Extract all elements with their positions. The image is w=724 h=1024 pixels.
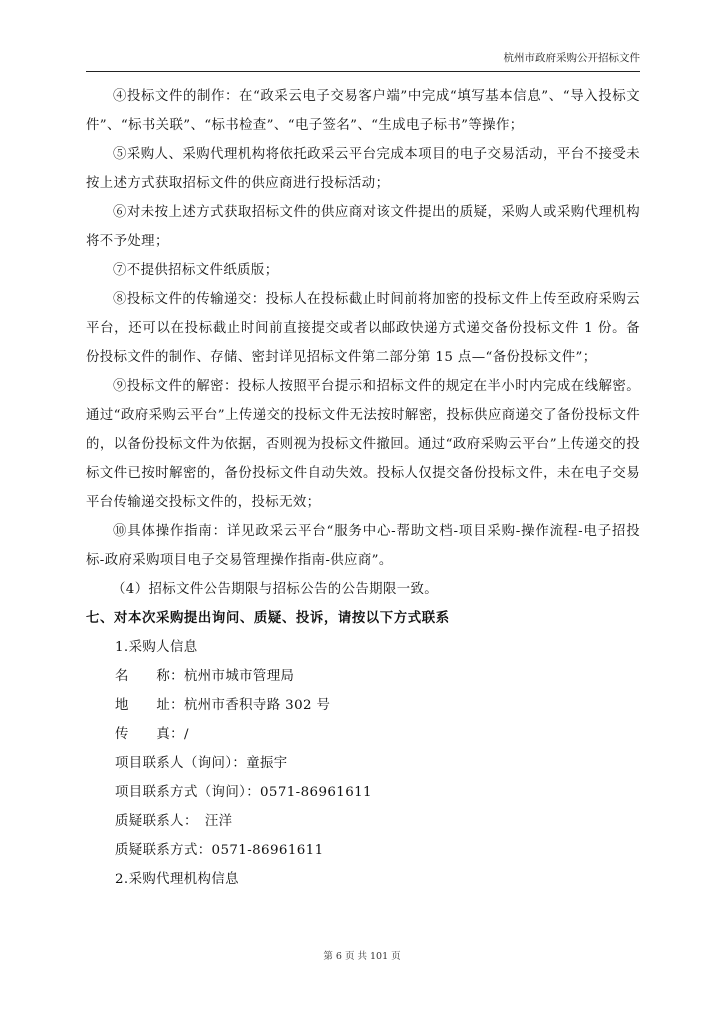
purchaser-name: 名 称：杭州市城市管理局 <box>115 669 295 684</box>
purchaser-fax: 传 真：/ <box>115 727 189 742</box>
paragraph-no-paper-version: ⑦不提供招标文件纸质版； <box>113 263 279 278</box>
complaint-contact: 质疑联系人： 汪洋 <box>115 814 233 829</box>
section-7-heading: 七、对本次采购提出询问、质疑、投诉，请按以下方式联系 <box>86 611 450 626</box>
agency-info-title: 2.采购代理机构信息 <box>115 872 239 887</box>
project-contact: 项目联系人（询问）：童振宇 <box>115 756 288 771</box>
paragraph-announcement-period: （4）招标文件公告期限与招标公告的公告期限一致。 <box>112 582 439 597</box>
paragraph-query-not-processed: ⑥对未按上述方式获取招标文件的供应商对该文件提出的质疑，采购人或采购代理机构将不予处理； <box>86 205 640 249</box>
paragraph-operation-guide: ⑩具体操作指南：详见政采云平台“服务中心-帮助文档-项目采购-操作流程-电子招投标-政府采购项目电子交易管理操作指南-供应商”。 <box>86 524 640 568</box>
page-number: 第 6 页 共 101 页 <box>323 951 401 962</box>
paragraph-platform-transaction: ⑤采购人、采购代理机构将依托政采云平台完成本项目的电子交易活动，平台不接受未按上述方式获取招标文件的供应商进行投标活动； <box>86 147 640 191</box>
paragraph-bid-decryption: ⑨投标文件的解密：投标人按照平台提示和招标文件的规定在半小时内完成在线解密。通过“政府采购云平台”上传递交的投标文件无法按时解密，投标供应商递交了备份投标文件的，以备份投标文件为依据，否则视为投标文件撤回。通过“政府采购云平台”上传递交的投标文件已按时解密的，备份投标文件自动失效。投标人仅提交备份投标文件，未在电子交易平台传输递交投标文件的，投标无效； <box>86 379 640 510</box>
project-contact-phone: 项目联系方式（询问）：0571-86961611 <box>115 785 372 800</box>
document-body <box>86 82 640 894</box>
paragraph-bid-transmission: ⑧投标文件的传输递交：投标人在投标截止时间前将加密的投标文件上传至政府采购云平台，还可以在投标截止时间前直接提交或者以邮政快递方式递交备份投标文件 1 份。备份投标文件的制作、存储、密封详见招标文件第二部分第 15 点—“备份投标文件”； <box>86 292 640 365</box>
page-header: 杭州市政府采购公开招标文件 <box>503 52 640 64</box>
complaint-contact-phone: 质疑联系方式：0571-86961611 <box>115 843 324 858</box>
header-divider <box>86 71 640 72</box>
paragraph-bid-file-creation: ④投标文件的制作：在“政采云电子交易客户端”中完成“填写基本信息”、“导入投标文件”、“标书关联”、“标书检查”、“电子签名”、“生成电子标书”等操作； <box>86 89 640 133</box>
purchaser-info-title: 1.采购人信息 <box>115 640 198 655</box>
purchaser-address: 地 址：杭州市香积寺路 302 号 <box>115 698 331 713</box>
